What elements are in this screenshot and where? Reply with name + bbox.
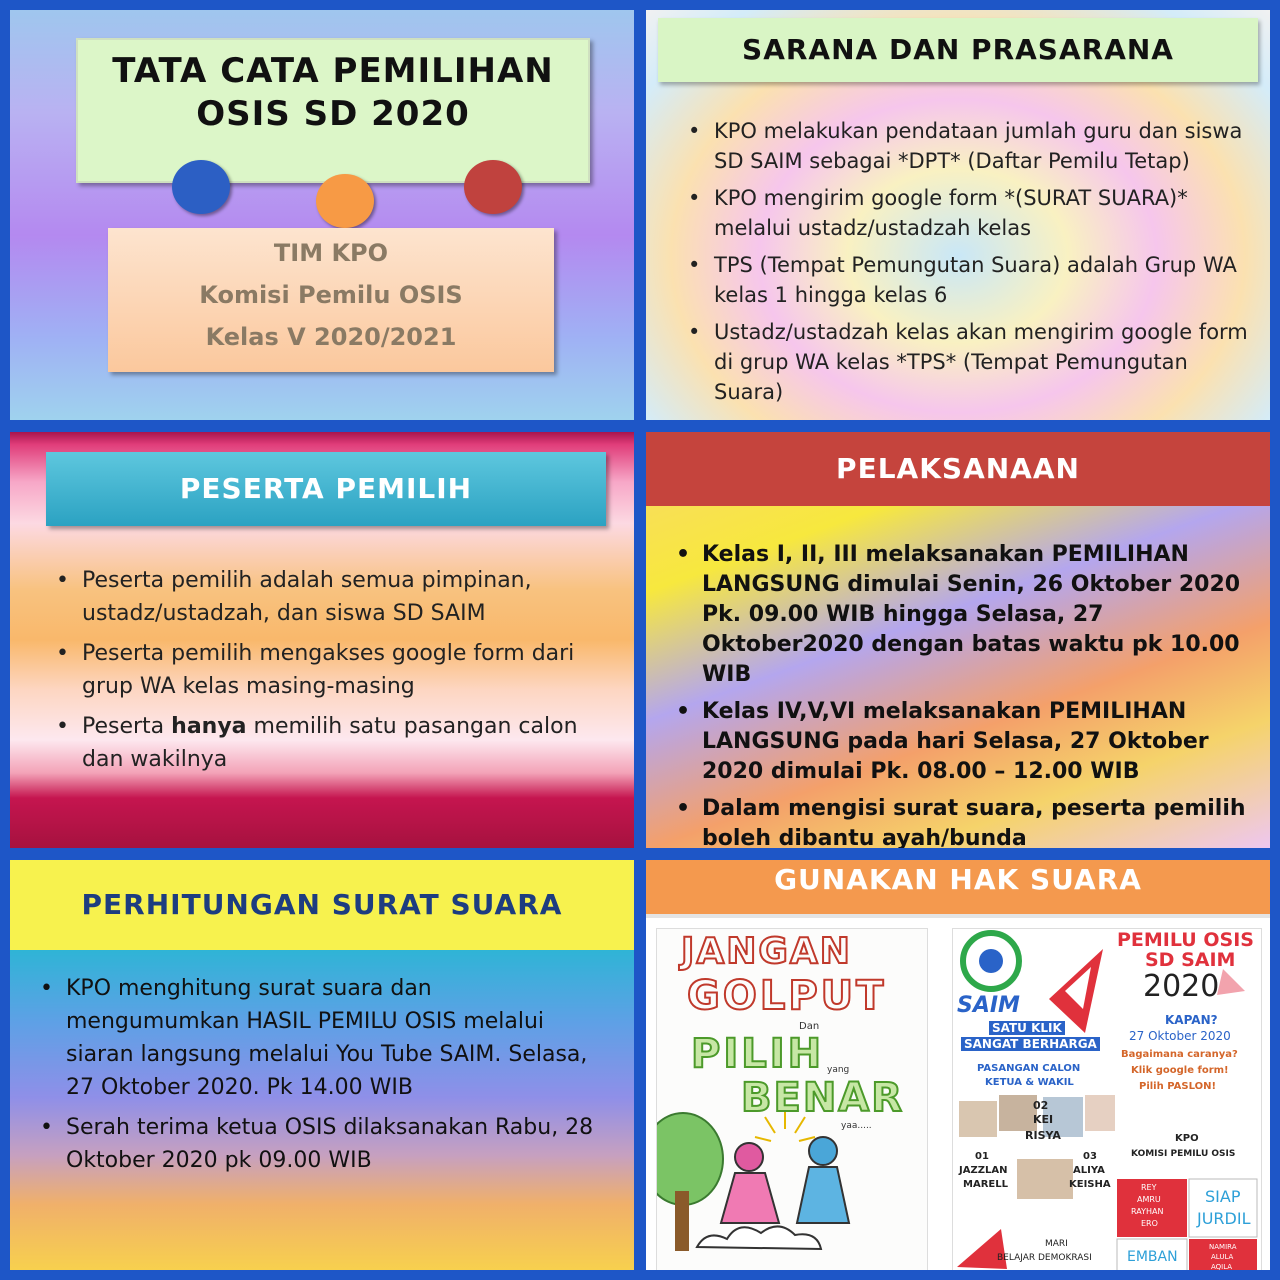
perhitungan-title: PERHITUNGAN SURAT SUARA: [81, 888, 563, 921]
poster-date: 27 Oktober 2020: [1129, 1029, 1231, 1043]
list-item: • Peserta pemilih mengakses google form dari grup WA kelas masing-masing: [56, 637, 616, 703]
poster-how2: Klik google form!: [1131, 1065, 1229, 1076]
candidate-02-name1: KEI: [1033, 1113, 1054, 1126]
panel-peserta: [10, 432, 634, 848]
drawing-benar: BENAR: [741, 1075, 905, 1121]
panel-sarana: [646, 10, 1270, 420]
candidate-03-name2: KEISHA: [1069, 1179, 1111, 1190]
list-item: • Peserta pemilih adalah semua pimpinan, ustadz/ustadzah, dan siswa SD SAIM: [56, 564, 616, 630]
panel-gunakan-hak-suara: [646, 860, 1270, 1270]
poster-title1: PEMILU OSIS: [1117, 929, 1254, 951]
team-line3: Kelas V 2020/2021: [205, 323, 457, 351]
box-namira-line1: NAMIRA: [1209, 1243, 1237, 1251]
list-item: • Ustadz/ustadzah kelas akan mengirim google form di grup WA kelas *TPS* (Tempat Pemungutan Suara): [688, 317, 1248, 407]
box-emban: EMBAN: [1127, 1249, 1178, 1265]
team-line1: TIM KPO: [273, 239, 389, 267]
list-item: • KPO mengirim google form *(SURAT SUARA)* melalui ustadz/ustadzah kelas: [688, 183, 1248, 243]
poster-kpo1: KPO: [1175, 1133, 1199, 1144]
drawing-yaa: yaa.....: [841, 1121, 872, 1131]
perhitungan-list: [40, 972, 610, 1184]
box-namira-line2: ALULA: [1211, 1253, 1234, 1261]
box-jurdil: JURDIL: [1197, 1209, 1251, 1228]
bullet3-pre: Peserta: [82, 714, 172, 739]
poster-kpo2: KOMISI PEMILU OSIS: [1131, 1149, 1236, 1159]
poster-mari2: BELAJAR DEMOKRASI: [997, 1253, 1092, 1263]
candidate-02-name2: RISYA: [1025, 1129, 1061, 1142]
sarana-list: [688, 116, 1248, 414]
main-title-line2: OSIS SD 2020: [196, 94, 470, 134]
poster-mari1: MARI: [1045, 1239, 1068, 1249]
candidate-01-name1: JAZZLAN: [959, 1165, 1008, 1176]
list-item: • KPO melakukan pendataan jumlah guru dan siswa SD SAIM sebagai *DPT* (Daftar Pemilu Tetap): [688, 116, 1248, 176]
poster-pasangan1: PASANGAN CALON: [977, 1063, 1081, 1074]
poster-slogan1: SATU KLIK: [989, 1021, 1065, 1035]
box-namira-line3: AQILA: [1211, 1263, 1233, 1270]
panel-perhitungan: [10, 860, 634, 1270]
team-box: [108, 228, 554, 372]
poster-slogan2: SANGAT BERHARGA: [961, 1037, 1100, 1051]
list-item: • KPO menghitung surat suara dan mengumumkan HASIL PEMILU OSIS melalui siaran langsung melalui You Tube SAIM. Selasa, 27 Oktober 2020. Pk 14.00 WIB: [40, 972, 610, 1104]
gunakan-title: GUNAKAN HAK SUARA: [646, 860, 1270, 916]
box-siap: SIAP: [1205, 1187, 1241, 1206]
bullet3-post: memilih satu pasangan calon dan wakilnya: [82, 714, 578, 772]
box-rey-line2: AMRU: [1137, 1195, 1161, 1204]
peserta-title: PESERTA PEMILIH: [46, 452, 606, 526]
drawing-jangan: JANGAN: [681, 931, 852, 972]
candidate-03-name1: ALIYA: [1073, 1165, 1105, 1176]
panel-title-slide: [10, 10, 634, 420]
box-rey-line1: REY: [1141, 1183, 1157, 1192]
poster-year: 2020: [1143, 969, 1220, 1004]
candidate-01-num: 01: [975, 1151, 989, 1162]
candidate-02-num: 02: [1033, 1099, 1049, 1112]
drawing-golput: GOLPUT: [687, 973, 887, 1019]
main-title-line1: TATA CATA PEMILIHAN: [112, 51, 554, 91]
blue-circle: [172, 160, 230, 214]
poster-how1: Bagaimana caranya?: [1121, 1049, 1238, 1060]
candidate-01-name2: MARELL: [963, 1179, 1008, 1190]
drawing-pilih: PILIH: [691, 1031, 825, 1077]
saim-logo-text: SAIM: [957, 993, 1020, 1018]
poster-kapan: KAPAN?: [1165, 1013, 1218, 1027]
red-circle: [464, 160, 522, 214]
poster-pasangan2: KETUA & WAKIL: [985, 1077, 1074, 1088]
box-rey-line3: RAYHAN: [1131, 1207, 1164, 1216]
list-item: • TPS (Tempat Pemungutan Suara) adalah Grup WA kelas 1 hingga kelas 6: [688, 250, 1248, 310]
child-drawing: [656, 928, 928, 1270]
main-title-box: [76, 38, 590, 183]
box-rey-line4: ERO: [1141, 1219, 1158, 1228]
list-item: [56, 710, 616, 776]
drawing-yang: yang: [827, 1065, 850, 1075]
list-item: • Kelas I, II, III melaksanakan PEMILIHAN LANGSUNG dimulai Senin, 26 Oktober 2020 Pk. 09.00 WIB hingga Selasa, 27 Oktober2020 dengan batas waktu pk 10.00 WIB: [676, 540, 1246, 690]
list-item: • Serah terima ketua OSIS dilaksanakan Rabu, 28 Oktober 2020 pk 09.00 WIB: [40, 1111, 610, 1177]
drawing-dan: Dan: [799, 1021, 820, 1032]
orange-circle: [316, 174, 374, 228]
poster-title2: SD SAIM: [1145, 949, 1236, 971]
list-item: • Kelas IV,V,VI melaksanakan PEMILIHAN LANGSUNG pada hari Selasa, 27 Oktober 2020 dimulai Pk. 08.00 – 12.00 WIB: [676, 697, 1246, 787]
election-poster: [952, 928, 1262, 1270]
list-item: • Dalam mengisi surat suara, peserta pemilih boleh dibantu ayah/bunda: [676, 794, 1246, 848]
pelaksanaan-list: [676, 540, 1246, 848]
divider: [646, 914, 1270, 918]
panel-pelaksanaan: [646, 432, 1270, 848]
peserta-list: [56, 564, 616, 783]
pelaksanaan-title: PELAKSANAAN: [646, 432, 1270, 506]
bullet3-bold: hanya: [171, 714, 247, 739]
team-line2: Komisi Pemilu OSIS: [199, 281, 463, 309]
candidate-03-num: 03: [1083, 1151, 1097, 1162]
poster-how3: Pilih PASLON!: [1139, 1081, 1217, 1092]
sarana-title: SARANA DAN PRASARANA: [658, 18, 1258, 82]
